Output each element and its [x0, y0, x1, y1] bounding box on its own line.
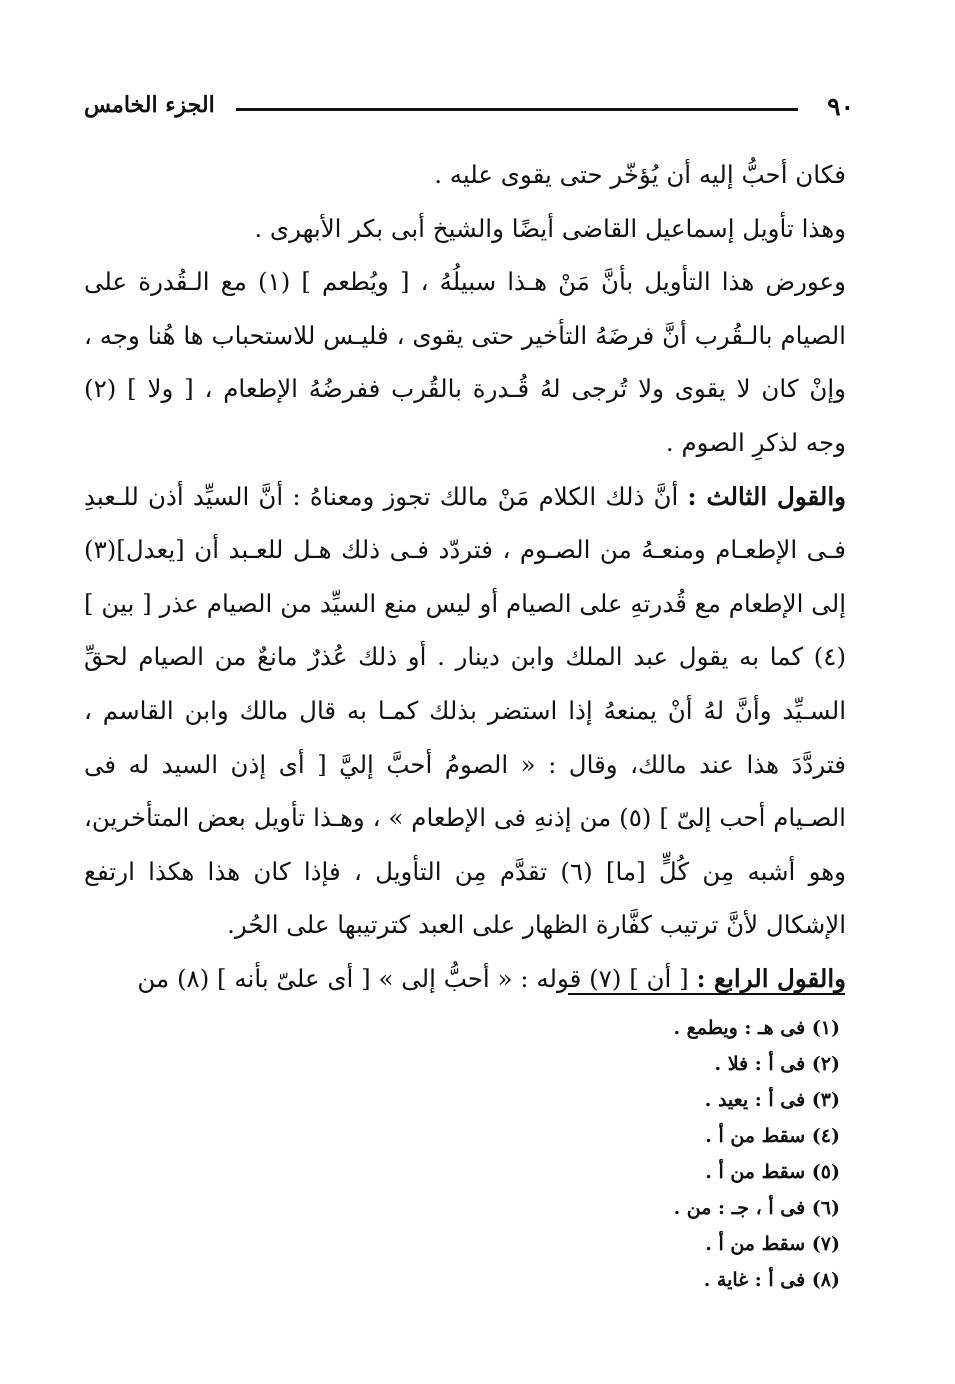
page-number: ٩٠ [827, 92, 854, 121]
paragraph [84, 148, 846, 202]
paragraph [84, 255, 846, 469]
footnote: (٥) سقط من أ . [705, 1161, 840, 1183]
paragraph-text: أنَّ ذلك الكلام مَنْ مالك تجوز ومعناهُ : أنَّ السيِّد أذن للـعبدِ فـى الإطعـام ومنعـهُ من الصـوم ، فتردّد فـى ذلك هـل للعـبد أن [يعدل](٣) إلى الإطعام مع قُدرتهِ على الصيام أو ليس منع السيِّد من الصيام عذر [ بين ] (٤) كما به يقول عبد الملك وابن دينار . أو ذلك عُذرٌ مانعٌ من الصيام لحقِّ السـيِّد وأنَّ لهُ أنْ يمنعهُ إذا استضر بذلك كمـا به قال مالك وابن القاسم ، فتردَّدَ هذا عند مالك، وقال : « الصومُ أحبَّ إليَّ [ أى إذن السيد له فى الصـيام أحب إلىّ ] (٥) من إذنهِ فى الإطعام » ، وهـذا تأويل بعض المتأخرين، وهو أشبه مِن كُلٍّ [ما] (٦) تقدَّم مِن التأويل ، فإذا كان هذا هكذا ارتفع الإشكال لأنَّ ترتيب كفَّارة الظهار على العبد كترتيبها على الحُر. [84, 481, 847, 940]
footnote: (٤) سقط من أ . [705, 1125, 840, 1147]
footnote: (٦) فى أ ، جـ : من . [673, 1197, 840, 1219]
footnote: (١) فى هـ : ويطمع . [673, 1017, 840, 1039]
paragraph [84, 952, 846, 1006]
paragraph-lead: والقول الرابع : [696, 963, 846, 993]
header-rule [236, 108, 798, 111]
paragraph-lead: والقول الثالث : [687, 481, 846, 511]
paragraph-text: [ أن ] (٧) قوله : « أحبُّ إلى » [ أى علىّ بأنه ] (٨) من [137, 963, 697, 993]
paragraph-text: وعورض هذا التأويل بأنَّ مَنْ هـذا سبيلُهُ ، [ ويُطعم ] (١) مع الـقُدرة على الصيام بالـقُرب أنَّ فرضَهُ التأخير حتى يقوى ، فليـس للاستحباب ها هُنا وجه ، وإنْ كان لا يقوى ولا تُرجى لهُ قُـدرة بالقُرب ففرضُهُ الإطعام ، [ ولا ] (٢) وجه لذكرِ الصوم . [84, 267, 846, 457]
footnote: (٨) فى أ : غاية . [703, 1269, 840, 1291]
main-text [84, 148, 846, 1006]
footnote: (٣) فى أ : يعيد . [704, 1089, 840, 1111]
paragraph [84, 470, 846, 952]
footnote: (٢) فى أ : فلا . [714, 1053, 840, 1075]
paragraph-text: وهذا تأويل إسماعيل القاضى أيضًا والشيخ أبى بكر الأبهرى . [254, 213, 846, 243]
page-header [84, 92, 860, 126]
footnote: (٧) سقط من أ . [705, 1233, 840, 1255]
running-title: الجزء الخامس [84, 92, 215, 118]
paragraph-text: فكان أحبُّ إليه أن يُؤخّر حتى يقوى عليه . [434, 160, 846, 189]
footnote-separator [568, 993, 845, 995]
footnotes [560, 1010, 840, 1298]
paragraph [84, 202, 846, 256]
